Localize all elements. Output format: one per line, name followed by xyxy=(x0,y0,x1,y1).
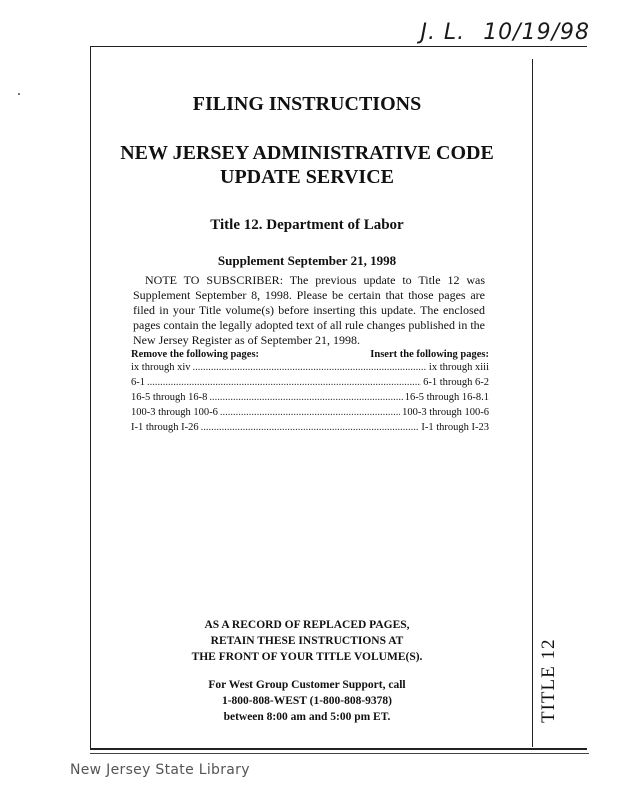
scan-speck xyxy=(18,93,20,95)
pages-table-header xyxy=(131,349,489,360)
title-subject: Title 12. Department of Labor xyxy=(210,217,404,233)
library-stamp: New Jersey State Library xyxy=(70,762,250,778)
customer-support xyxy=(91,677,523,725)
table-row xyxy=(131,377,489,392)
remove-pages: 6-1 xyxy=(131,377,145,388)
remove-pages: I-1 through I-26 xyxy=(131,422,199,433)
subscriber-note: NOTE TO SUBSCRIBER: The previous update to Title 12 was Supplement September 8, 1998. Please be certain that those pages are filed in your Title volume(s) before inserting this update. The enclosed pages contain the legally adopted text of all rule changes published in the New Jersey Register as of September 21, 1998. xyxy=(133,273,485,347)
remove-pages: 16-5 through 16-8 xyxy=(131,392,208,403)
remove-header: Remove the following pages: xyxy=(131,349,260,360)
support-line-2: 1-800-808-WEST (1-800-808-9378) xyxy=(221,695,393,707)
supplement-date: Supplement September 21, 1998 xyxy=(217,253,397,268)
record-line-1: AS A RECORD OF REPLACED PAGES, xyxy=(204,619,410,631)
table-row xyxy=(131,407,489,422)
pages-table xyxy=(131,349,489,437)
remove-pages: 100-3 through 100-6 xyxy=(131,407,218,418)
handwritten-annotation xyxy=(402,20,590,45)
table-row xyxy=(131,362,489,377)
title-tab-label: TITLE 12 xyxy=(538,638,559,723)
dot-leader xyxy=(220,407,400,418)
pages-table-rows xyxy=(131,362,489,437)
title-tab xyxy=(532,59,587,747)
handwritten-date: 10/19/98 xyxy=(483,20,590,45)
table-row xyxy=(131,392,489,407)
bottom-rule xyxy=(90,753,589,754)
handwritten-initials: J. L. xyxy=(420,20,466,45)
code-title-line-1: NEW JERSEY ADMINISTRATIVE CODE xyxy=(120,142,494,164)
record-line-2: RETAIN THESE INSTRUCTIONS AT xyxy=(210,635,404,647)
dot-leader xyxy=(147,377,421,388)
insert-pages: 16-5 through 16-8.1 xyxy=(404,392,489,403)
dot-leader xyxy=(209,392,402,403)
document-title: FILING INSTRUCTIONS xyxy=(192,93,422,115)
dot-leader xyxy=(193,362,427,373)
record-line-3: THE FRONT OF YOUR TITLE VOLUME(S). xyxy=(191,651,423,663)
support-line-1: For West Group Customer Support, call xyxy=(208,679,406,691)
document-content xyxy=(91,47,523,748)
support-line-3: between 8:00 am and 5:00 pm ET. xyxy=(223,711,391,723)
document-sheet xyxy=(90,46,587,750)
remove-pages: ix through xiv xyxy=(131,362,191,373)
insert-pages: ix through xiii xyxy=(428,362,489,373)
code-title-line-2: UPDATE SERVICE xyxy=(220,166,394,188)
dot-leader xyxy=(201,422,420,433)
table-row xyxy=(131,422,489,437)
insert-header: Insert the following pages: xyxy=(370,349,489,360)
insert-pages: 100-3 through 100-6 xyxy=(402,407,489,418)
insert-pages: I-1 through I-23 xyxy=(421,422,489,433)
record-instructions xyxy=(91,617,523,665)
insert-pages: 6-1 through 6-2 xyxy=(423,377,489,388)
